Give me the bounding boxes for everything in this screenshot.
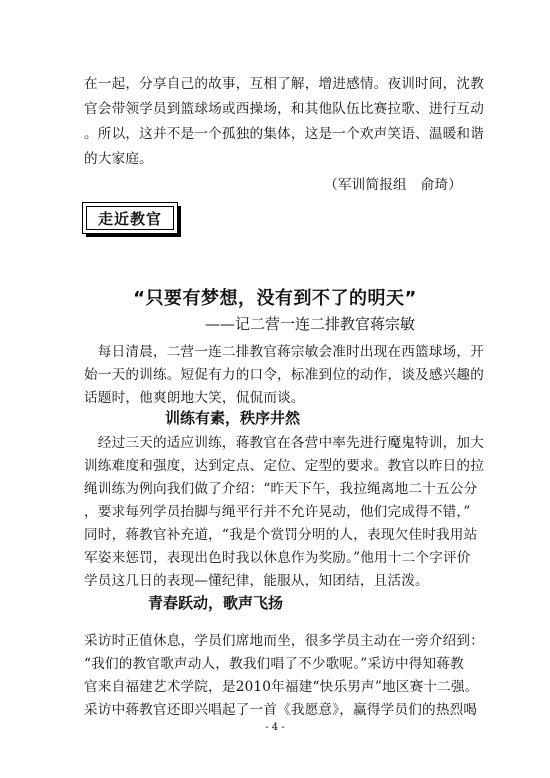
body-line: 同时，蒋教官补充道，“我是个赏罚分明的人，表现欠佳时我用站: [84, 527, 478, 543]
article-title: “只要有梦想，没有到不了的明天”: [133, 288, 417, 309]
section-heading: 青春跃动，歌声飞扬: [148, 594, 284, 612]
section-label: 走近教官: [86, 206, 174, 230]
body-line: 训练难度和强度，达到定点、定位、定型的要求。教官以昨日的拉: [84, 458, 485, 474]
section-label-box: [82, 202, 178, 234]
body-line: 军姿来惩罚，表现出色时我以休息作为奖励。”他用十二个字评价: [84, 550, 471, 566]
intro-line: 官会带领学员到篮球场或西操场，和其他队伍比赛拉歌、进行互动: [84, 101, 485, 117]
body-line: ，要求每列学员抬脚与绳平行并不允许晃动，他们完成得不错，”: [84, 504, 471, 520]
body-line: 采访时正值休息，学员们席地而坐，很多学员主动在一旁介绍到：: [84, 633, 485, 649]
body-line: 每日清晨，二营一连二排教官蒋宗敏会准时出现在西篮球场，开: [84, 344, 485, 360]
body-line: 话题时，他爽朗地大笑，侃侃而谈。: [84, 390, 305, 406]
section-heading: 训练有素，秩序井然: [165, 409, 301, 427]
intro-signature: （军训简报组 俞琦）: [324, 177, 462, 193]
intro-line: 的大家庭。: [84, 151, 153, 167]
body-line: 官来自福建艺术学院，是2010年福建“快乐男声”地区赛十二强。: [84, 679, 479, 695]
body-line: “我们的教官歌声动人，教我们唱了不少歌呢。”采访中得知蒋教: [84, 656, 464, 672]
section-box-shadow: [86, 234, 181, 237]
body-line: 经过三天的适应训练，蒋教官在各营中率先进行魔鬼特训，加大: [84, 435, 485, 451]
body-line: 学员这几日的表现—懂纪律，能服从，知团结，且活泼。: [84, 573, 429, 589]
body-line: 绳训练为例向我们做了介绍：“昨天下午，我拉绳离地二十五公分: [84, 481, 478, 497]
section-box-shadow: [178, 206, 181, 237]
intro-line: 。所以，这并不是一个孤独的集体，这是一个欢声笑语、温暖和谐: [84, 126, 485, 142]
article-subtitle: ——记二营一连二排教官蒋宗敏: [204, 315, 415, 333]
page-number: - 4 -: [265, 722, 285, 733]
intro-line: 在一起，分享自己的故事，互相了解，增进感情。夜训时间，沈教: [84, 76, 485, 92]
body-line: 采访中蒋教官还即兴唱起了一首《我愿意》，赢得学员们的热烈喝: [84, 702, 478, 718]
body-line: 始一天的训练。短促有力的口令，标准到位的动作，谈及感兴趣的: [84, 367, 485, 383]
